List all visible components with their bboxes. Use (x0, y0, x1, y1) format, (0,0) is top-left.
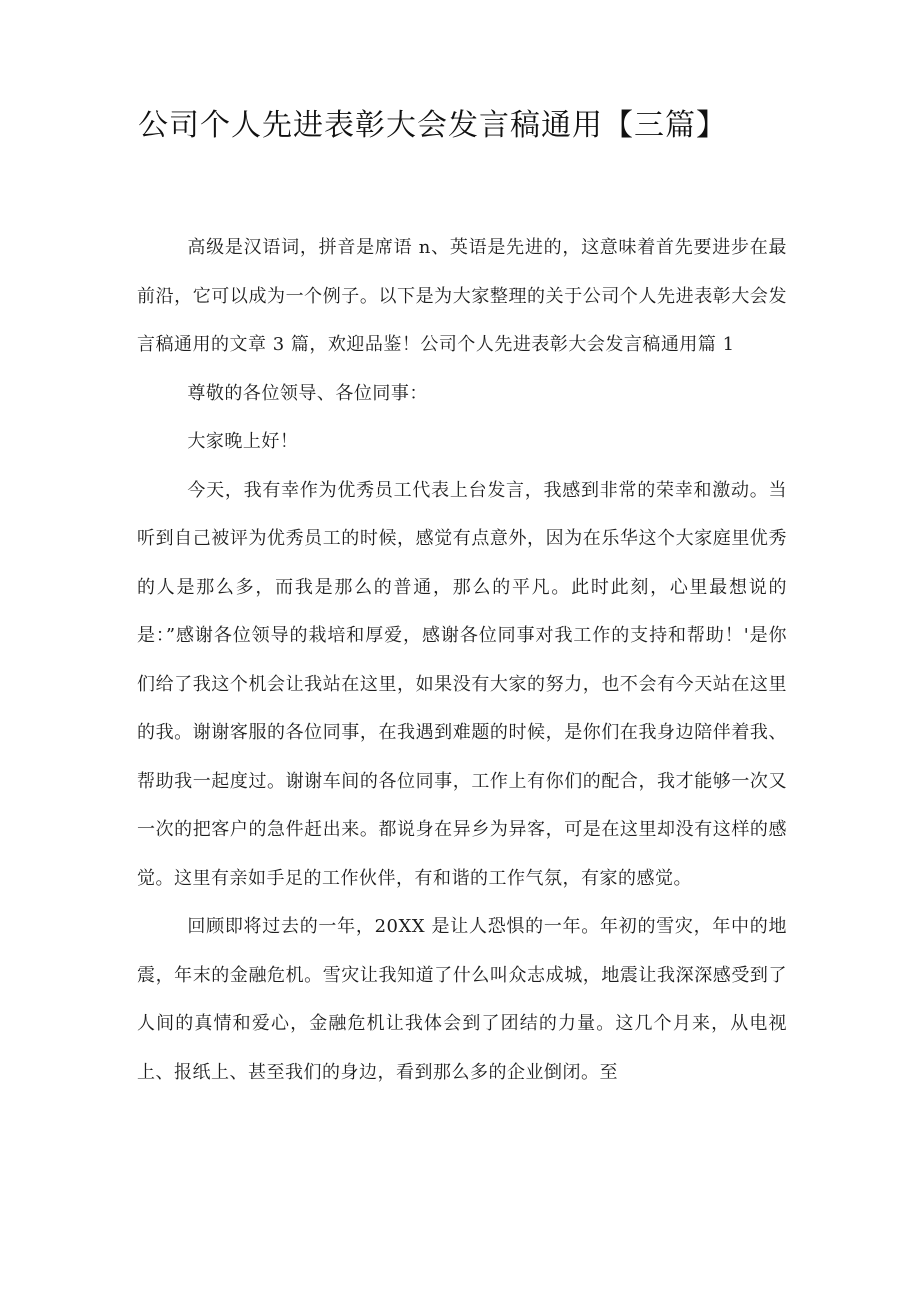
review-paragraph: 回顾即将过去的一年，20XX 是让人恐惧的一年。年初的雪灾，年中的地震，年末的金融危机。雪灾让我知道了什么叫众志成城，地震让我深深感受到了人间的真情和爱心，金融危机让我体会到了团结的力量。这几个月来，从电视上、报纸上、甚至我们的身边，看到那么多的企业倒闭。至 (137, 916, 787, 1083)
speech-paragraph: 今天，我有幸作为优秀员工代表上台发言，我感到非常的荣幸和激动。当听到自己被评为优秀员工的时候，感觉有点意外，因为在乐华这个大家庭里优秀的人是那么多，而我是那么的普通，那么的平凡。此时此刻，心里最想说的是：”感谢各位领导的栽培和厚爱，感谢各位同事对我工作的支持和帮助！'是你们给了我这个机会让我站在这里，如果没有大家的努力，也不会有今天站在这里的我。谢谢客服的各位同事，在我遇到难题的时候，是你们在我身边陪伴着我、帮助我一起度过。谢谢车间的各位同事，工作上有你们的配合，我才能够一次又一次的把客户的急件赶出来。都说身在异乡为异客，可是在这里却没有这样的感觉。这里有亲如手足的工作伙伴，有和谐的工作气氛，有家的感觉。 (137, 479, 787, 889)
salutation-paragraph: 尊敬的各位领导、各位同事： (187, 382, 428, 404)
document-body (137, 224, 787, 1097)
document-title: 公司个人先进表彰大会发言稿通用【三篇】 (138, 108, 727, 143)
greeting-paragraph: 大家晚上好！ (187, 431, 299, 452)
intro-paragraph: 高级是汉语词，拼音是席语 n、英语是先进的，这意味着首先要进步在最前沿，它可以成为一个例子。以下是为大家整理的关于公司个人先进表彰大会发言稿通用的文章 3 篇，欢迎品鉴！公司个人先进表彰大会发言稿通用篇 1 (137, 237, 787, 355)
